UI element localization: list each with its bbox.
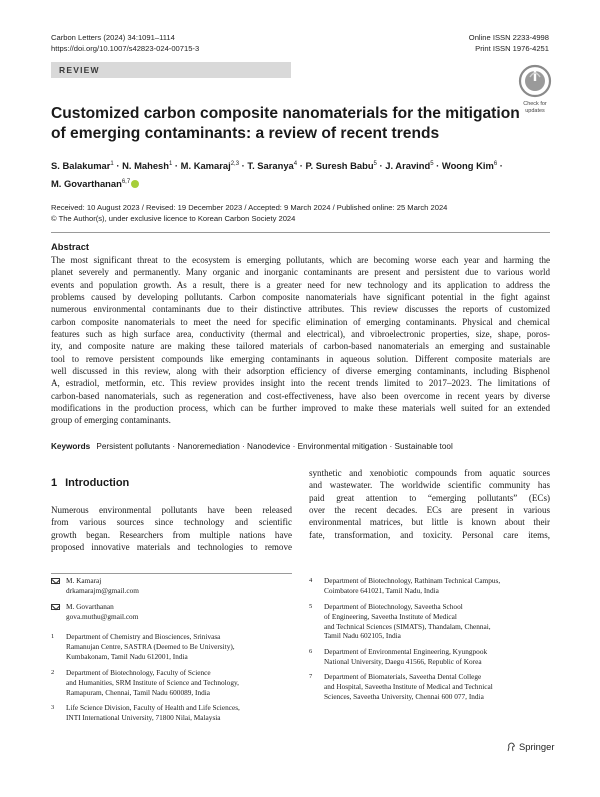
corresponding-author: M. Govarthanan gova.muthu@gmail.com	[51, 602, 292, 622]
text-line: events and population growth. As a result, there is a greater need for new technology and its application to address the	[51, 279, 550, 290]
doi-link[interactable]: https://doi.org/10.1007/s42823-024-00715-3	[51, 44, 200, 53]
publication-history: Received: 10 August 2023 / Revised: 19 December 2023 / Accepted: 9 March 2024 / Published online: 25 March 2024 © The Author(s), under exclusive licence to Korean Carbon Society 2024	[51, 203, 448, 223]
divider	[51, 232, 550, 233]
article-type-bar	[51, 62, 291, 78]
affiliation: 4 Department of Biotechnology, Rathinam Technical Campus, Coimbatore 641021, Tamil Nadu, India	[309, 576, 501, 595]
author[interactable]: M. Kamaraj$^{2,3}$	[180, 160, 240, 172]
springer-horse-icon	[506, 742, 516, 752]
article-type-label: REVIEW	[59, 65, 100, 75]
online-issn: Online ISSN 2233-4998	[468, 33, 549, 42]
author[interactable]: J. Aravind$^5$	[385, 160, 434, 172]
text-line: paid great attention to “emerging pollutants” (ECs)	[309, 492, 550, 503]
author[interactable]: P. Suresh Babu$^5$	[305, 160, 377, 172]
author[interactable]: T. Saranya$^4$	[247, 160, 298, 172]
email-link[interactable]: gova.muthu@gmail.com	[66, 611, 139, 621]
text-line: growth began. Researchers from multiple nations have	[51, 529, 292, 540]
author[interactable]: N. Mahesh$^1$	[122, 160, 173, 172]
text-line: ity, and composite nature are making these tailored materials of carbon-based nanomaterials an emerging and sustainable	[51, 341, 550, 352]
keywords-label: Keywords	[51, 442, 91, 451]
publisher-logo: Springer	[506, 741, 554, 752]
abstract-body	[51, 254, 550, 427]
text-line: The most significant threat to the ecosystem is emerging pollutants, which are becoming worse each year and harming the	[51, 255, 550, 265]
text-line: over the recent decades. ECs are present in various	[309, 505, 550, 516]
check-for-updates-icon[interactable]	[518, 64, 552, 98]
print-issn: Print ISSN 1976-4251	[475, 44, 549, 53]
text-line: and wastewater. The worldwide scientific community has	[309, 480, 550, 491]
keywords-list: Persistent pollutants · Nanoremediation · Nanodevice · Environmental mitigation · Sustainable tool	[96, 442, 453, 451]
text-line: tool to remove persistent compounds like emerging contaminants in aqueous solution. Different composite materials are	[51, 353, 550, 364]
envelope-icon	[51, 578, 60, 584]
text-line: proposed innovative materials and technologies to remove	[51, 542, 292, 553]
check-for-updates-label[interactable]: Check for updates	[523, 101, 547, 114]
footnote-divider	[51, 573, 292, 574]
affiliation: 3 Life Science Division, Faculty of Health and Life Sciences, INTI International University, 71800 Nilai, Malaysia	[51, 703, 240, 722]
intro-text-left	[51, 504, 292, 553]
text-line: numerous environmental contaminants due to their distinctive attributes. This review discusses the reports of customized	[51, 304, 550, 315]
text-line: modifications in the production process, which can be further improved to make these materials well suited for an extended	[51, 403, 550, 414]
journal-citation: Carbon Letters (2024) 34:1091–1114	[51, 33, 175, 42]
keywords	[51, 441, 550, 453]
affiliation: 2 Department of Biotechnology, Faculty of Science and Humanities, SRM Institute of Science and Technology, Ramapuram, Chennai, Tamil Nadu 600089, India	[51, 668, 239, 697]
text-line: from various sources since technology and scientific	[51, 517, 292, 528]
orcid-icon[interactable]	[131, 180, 139, 188]
text-line: group of emerging contaminants.	[51, 415, 171, 426]
author[interactable]: S. Balakumar$^1$	[51, 160, 114, 172]
envelope-icon	[51, 604, 60, 610]
text-line: problems caused by developing pollutants. Carbon composite nanomaterials have significant potential in the fight against	[51, 292, 550, 303]
text-line: planet severely and permanently. Many organic and inorganic contaminants are present and persistent due to various world	[51, 267, 550, 278]
text-line: carbon-based nanomaterials, such as regeneration and cost-effectiveness, have also been overcome in recent years by diverse	[51, 390, 550, 401]
text-line: features such as high surface area, conductivity (thermal and electrical), and vibroelectronic properties, size, shape, poros-	[51, 329, 550, 340]
affiliation: 6 Department of Environmental Engineering, Kyungpook National University, Daegu 41566, Republic of Korea	[309, 647, 488, 666]
author[interactable]: M. Govarthanan$^{6,7}$	[51, 178, 131, 190]
text-line: synthetic and xenobiotic compounds from aquatic sources	[309, 468, 550, 478]
text-line: fate, transformation, and toxicity. Personal care items,	[309, 529, 550, 540]
article-title: Customized carbon composite nanomaterials for the mitigation of emerging contaminants: a review of recent trends	[51, 105, 520, 142]
text-line: A, estradiol, metformin, etc. This review provides insight into the recent trends limited to 2017–2023. The limitations of	[51, 378, 550, 389]
affiliation: 1 Department of Chemistry and Biosciences, Srinivasa Ramanujan Centre, SASTRA (Deemed to Be University), Kumbakonam, Tamil Nadu 612001, India	[51, 632, 235, 661]
text-line: environmental matrices, but little is known about their	[309, 517, 550, 528]
abstract-heading: Abstract	[51, 241, 90, 252]
intro-text-right	[309, 467, 550, 541]
affiliation: 7 Department of Biomaterials, Saveetha Dental College and Hospital, Saveetha Institute of Medical and Technical Sciences, Saveetha University, Chennai 600 077, India	[309, 672, 493, 701]
author[interactable]: Woong Kim$^6$	[441, 160, 498, 172]
section-heading: 1 Introduction	[51, 477, 130, 489]
corresponding-author: M. Kamaraj drkamarajm@gmail.com	[51, 576, 292, 596]
text-line: Numerous environmental pollutants have been released	[51, 505, 292, 515]
email-link[interactable]: drkamarajm@gmail.com	[66, 585, 139, 595]
affiliation: 5 Department of Biotechnology, Saveetha School of Engineering, Saveetha Institute of Medical and Technical Sciences (SIMATS), Thandalam, Chennai, Tamil Nadu 602105, India	[309, 602, 491, 641]
text-line: carbon composite nanomaterials to meet the need for specific elimination of emerging contaminants. Physical and chemical	[51, 316, 550, 327]
text-line: well discussed in this review, along with their adsorption efficiency of diverse emerging contaminants, including Bisphenol	[51, 366, 550, 377]
author-list: S. Balakumar$^1$ · N. Mahesh$^1$ · M. Kamaraj$^{2,3}$ · T. Saranya$^4$ · P. Suresh Babu$^5$ · J. Aravind$^5$ · Woong Kim$^6$ · M. Govarthanan$^{6,7}$	[51, 160, 503, 190]
